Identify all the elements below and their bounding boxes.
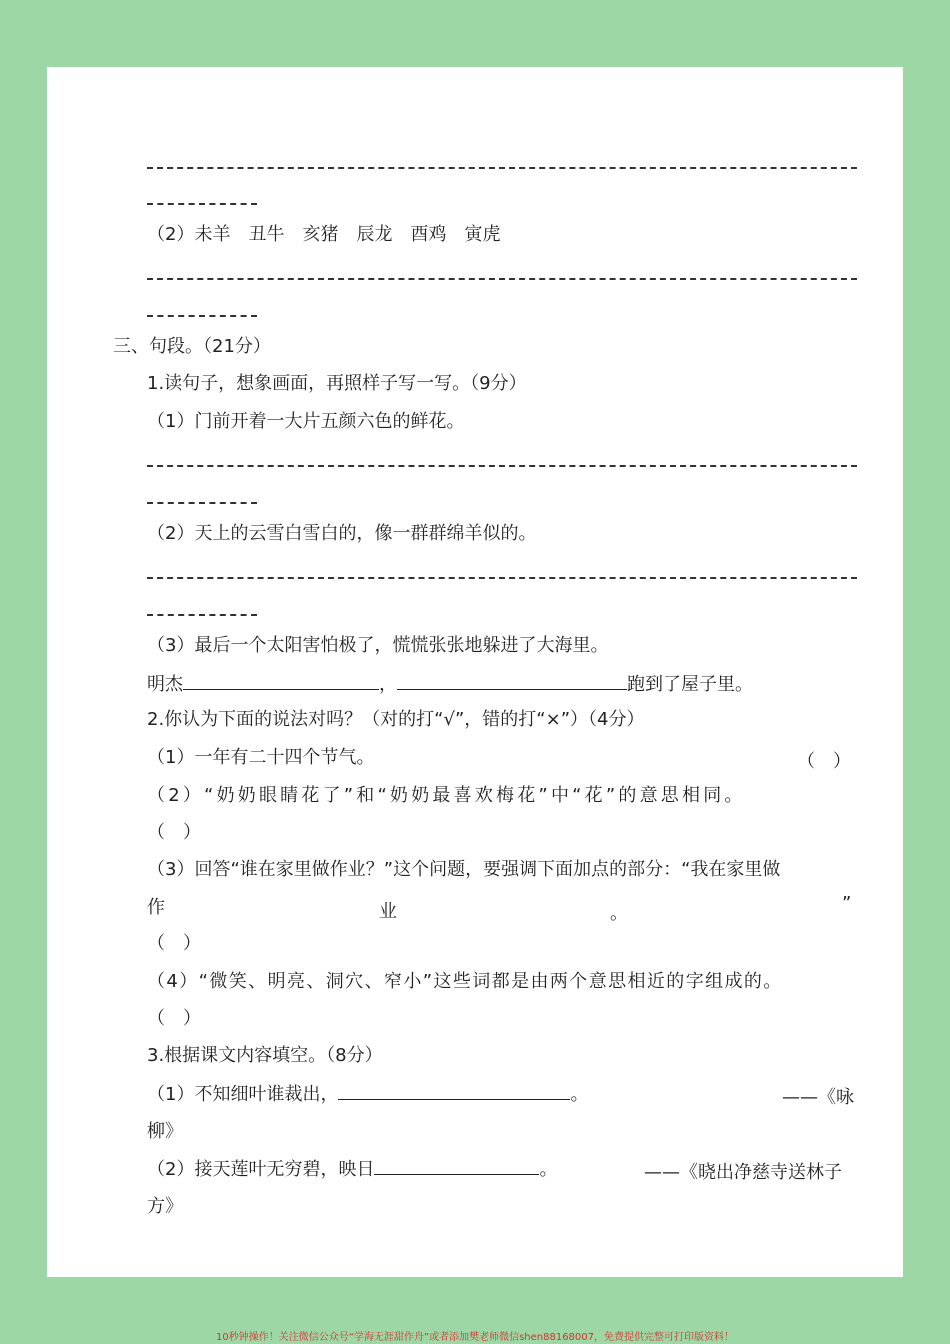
footer-notice: 10秒钟操作！关注微信公众号“学海无涯甜作舟”或者添加樊老师微信shen88168007，免费提供完整可打印版资料！ (215, 1332, 735, 1343)
answer-line (147, 315, 257, 317)
answer-line (147, 502, 257, 504)
fill-blank-2[interactable] (397, 673, 627, 690)
answer-line (147, 203, 257, 205)
poem-blank-2[interactable] (374, 1158, 539, 1175)
judge-3-word-4: ” (842, 893, 852, 914)
poem-1-end: 。 (570, 1084, 589, 1105)
poem-2-prefix: （2）接天莲叶无穷碧，映日 (147, 1159, 375, 1180)
fill-comma: ， (379, 674, 397, 695)
sentence-2: （2）天上的云雪白雪白的，像一群群绵羊似的。 (147, 523, 537, 544)
sentence-3: （3）最后一个太阳害怕极了，慌慌张张地躲进了大海里。 (147, 635, 609, 656)
judge-4: （4）“微笑、明亮、洞穴、窄小”这些词都是由两个意思相近的字组成的。 (147, 971, 783, 992)
answer-line (147, 167, 857, 169)
answer-line (147, 278, 857, 280)
fill-prefix: 明杰 (147, 674, 183, 695)
question-1-title: 1.读句子，想象画面，再照样子写一写。（9分） (147, 373, 527, 394)
poem-2-end: 。 (539, 1159, 558, 1180)
poem-line-1 (147, 1083, 588, 1106)
judge-1: （1）一年有二十四个节气。 (147, 747, 375, 768)
poem-2-source-cont: 方》 (147, 1196, 183, 1217)
question-3-title: 3.根据课文内容填空。（8分） (147, 1045, 383, 1066)
poem-blank-1[interactable] (338, 1083, 570, 1100)
poem-1-source-cont: 柳》 (147, 1121, 183, 1142)
fill-sentence (147, 673, 753, 696)
zodiac-item-2: （2）未羊 丑牛 亥猪 辰龙 酉鸡 寅虎 (147, 224, 501, 245)
judge-3-word-2: 业 (379, 901, 397, 922)
answer-paren[interactable]: （ ） (797, 751, 851, 772)
judge-2: （2）“奶奶眼睛花了”和“奶奶最喜欢梅花”中“花”的意思相同。 (147, 785, 746, 806)
judge-3-word-3: 。 (610, 903, 628, 924)
judge-3-word-1: 作 (147, 897, 165, 918)
judge-3: （3）回答“谁在家里做作业？”这个问题，要强调下面加点的部分：“我在家里做 (147, 859, 781, 880)
poem-line-2 (147, 1158, 557, 1181)
poem-1-source: ——《咏 (782, 1087, 854, 1108)
answer-line (147, 465, 857, 467)
sentence-1: （1）门前开着一大片五颜六色的鲜花。 (147, 411, 465, 432)
answer-paren[interactable]: （ ） (147, 1008, 201, 1029)
poem-2-source: ——《晓出净慈寺送林子 (644, 1162, 842, 1183)
question-2-title: 2.你认为下面的说法对吗？（对的打“√”，错的打“×”）（4分） (147, 709, 645, 730)
answer-paren[interactable]: （ ） (147, 933, 201, 954)
section-heading: 三、句段。（21分） (113, 336, 271, 357)
worksheet-page (47, 67, 903, 1277)
answer-line (147, 577, 857, 579)
answer-paren[interactable]: （ ） (147, 822, 201, 843)
answer-line (147, 614, 257, 616)
fill-suffix: 跑到了屋子里。 (627, 674, 753, 695)
poem-1-prefix: （1）不知细叶谁裁出， (147, 1084, 339, 1105)
fill-blank-1[interactable] (183, 673, 379, 690)
